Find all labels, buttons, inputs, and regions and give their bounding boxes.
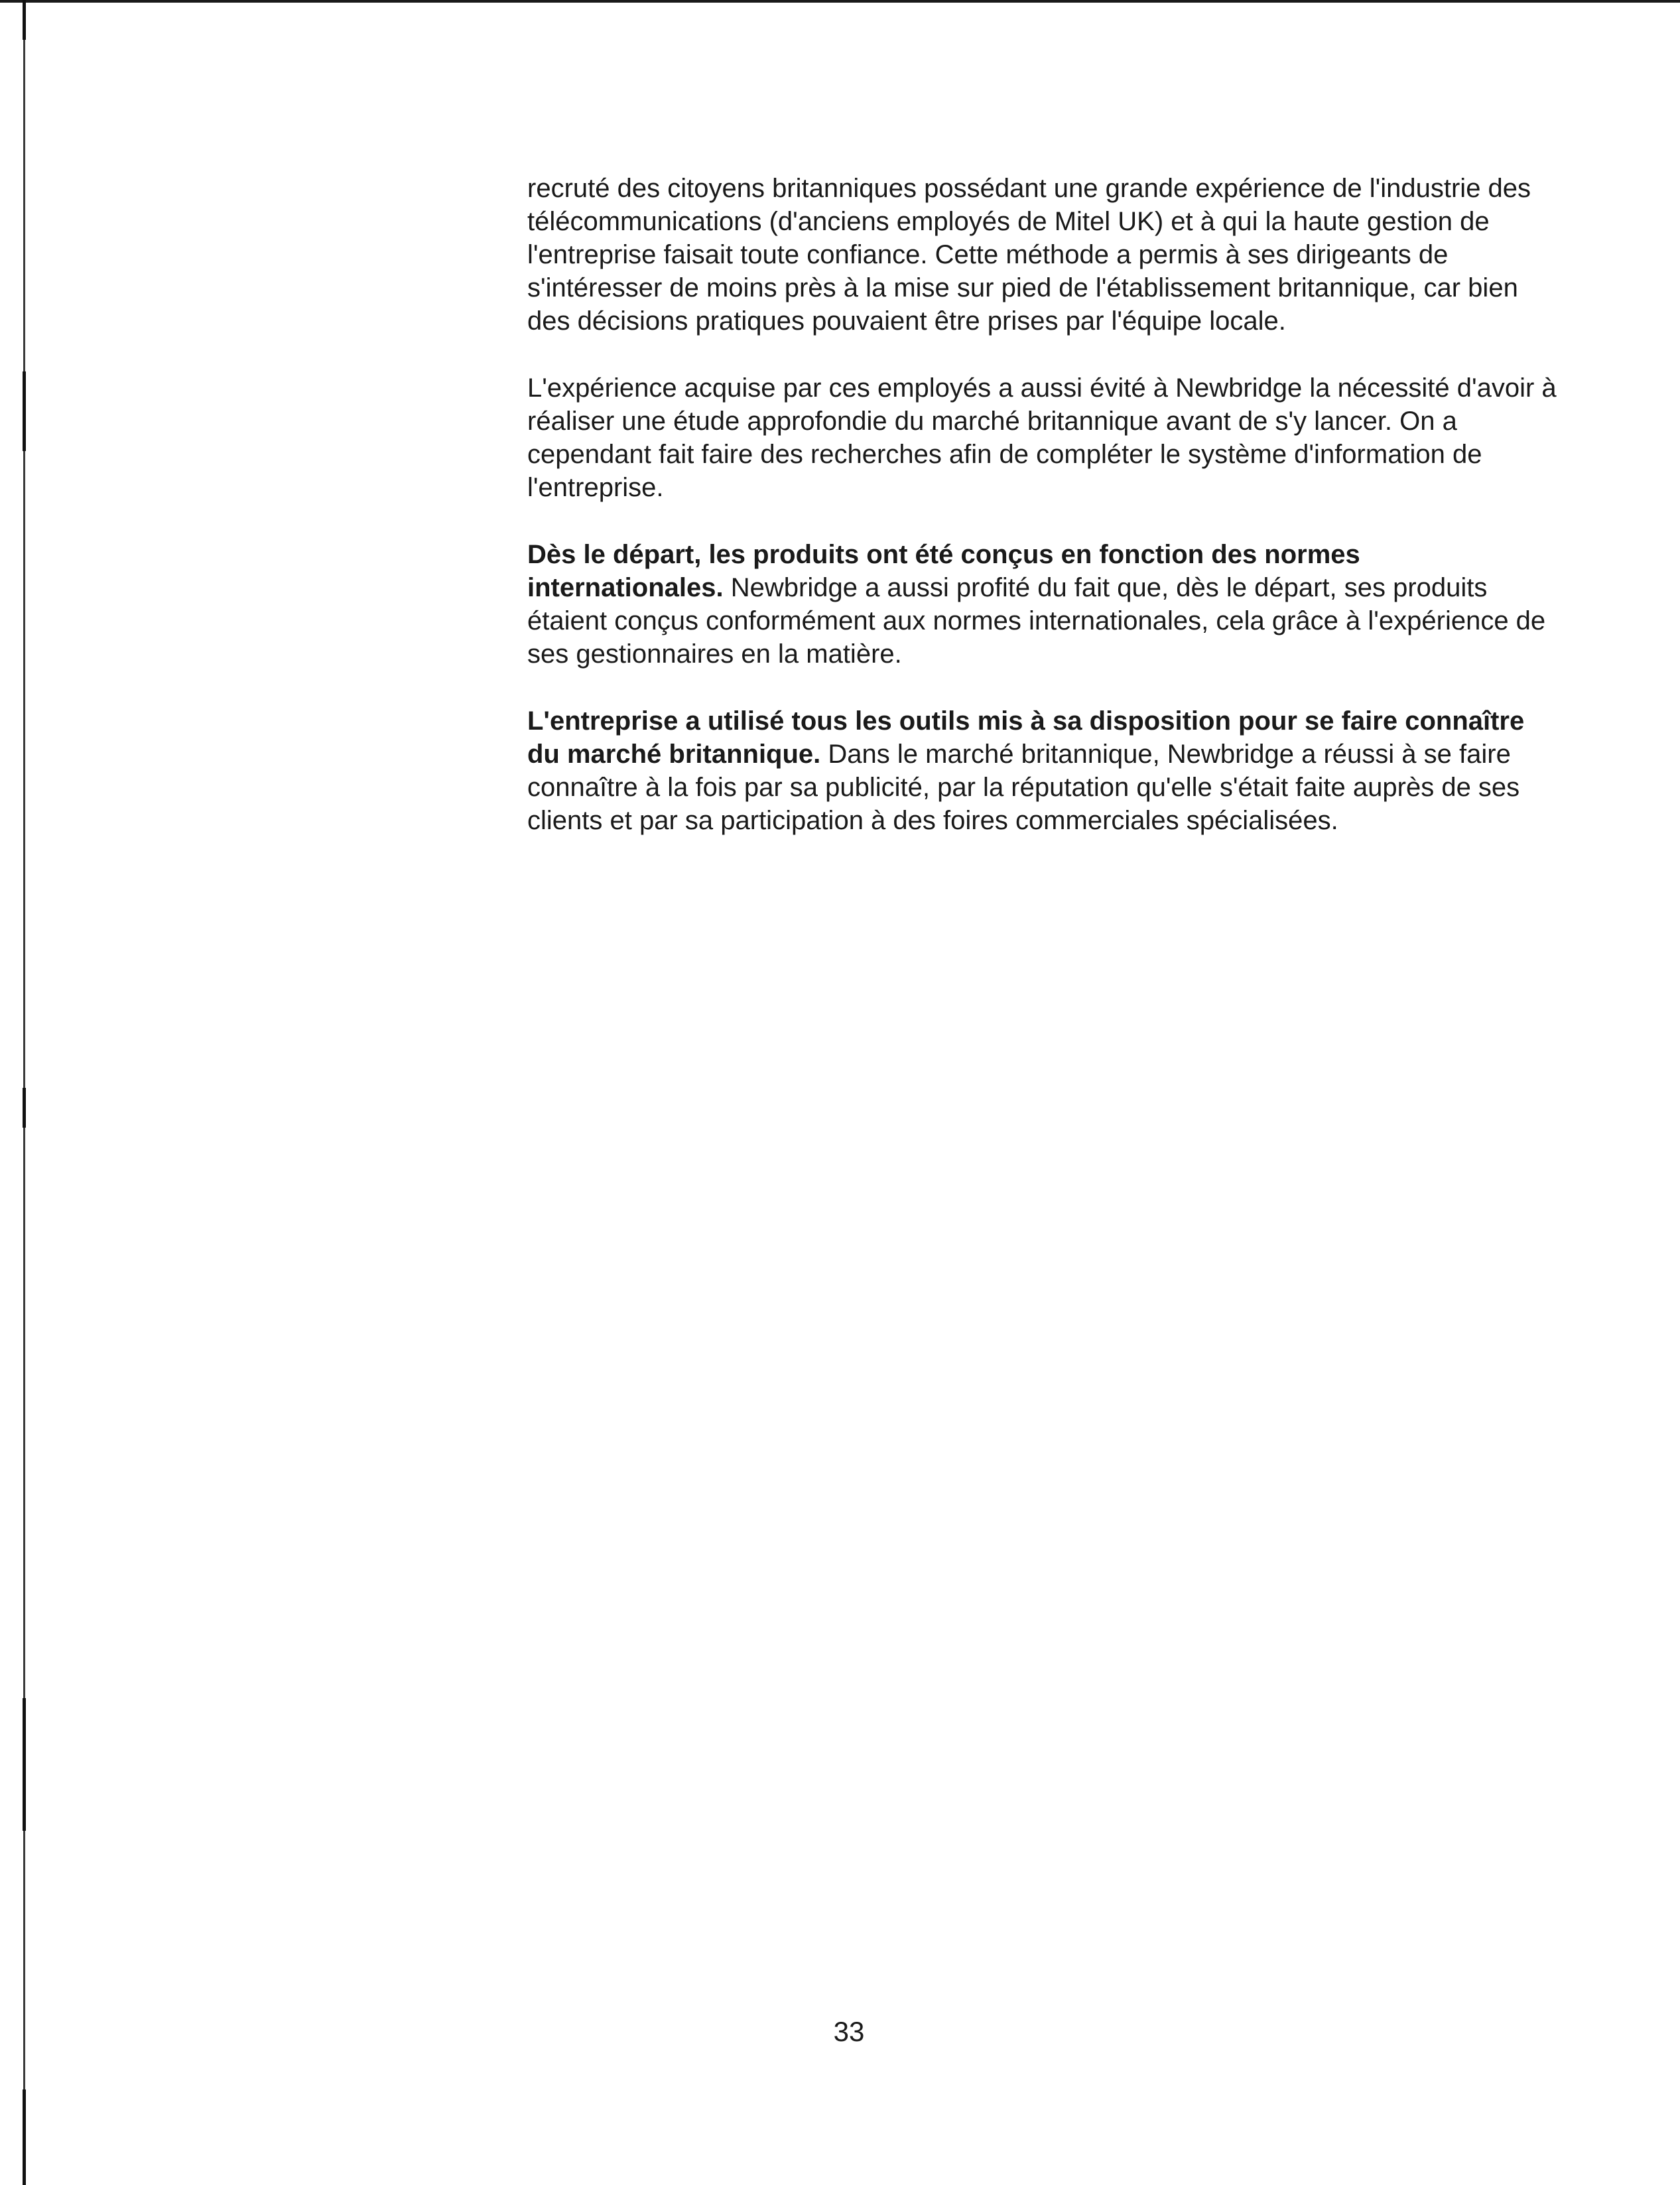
left-border-mark [23,2089,26,2185]
paragraph-1-text: recruté des citoyens britanniques possédant une grande expérience de l'industrie des télécommunications (d'anciens employés de Mitel UK) et à qui la haute gestion de l'entreprise faisait toute confiance. Cette méthode a permis à ses dirigeants de s'intéresser de moins près à la mise sur pied de l'établissement britannique, car bien des décisions pratiques pouvaient être prises par l'équipe locale. [527,174,1531,336]
paragraph-3-text: Newbridge a aussi profité du fait que, dès le départ, ses produits étaient conçus conformément aux normes internationales, cela grâce à l'expérience de ses gestionnaires en la matière. [527,573,1546,669]
page-number: 33 [833,2016,865,2047]
paragraph-1 [527,172,1562,338]
left-border-mark [23,1088,26,1128]
paragraph-4-heading: L'entreprise a utilisé tous les outils mis à sa disposition pour se faire connaître du marché britannique. [527,706,1525,769]
paragraph-3-heading: Dès le départ, les produits ont été conçus en fonction des normes internationales. [527,540,1360,602]
left-border-mark [23,0,26,40]
paragraph-2 [527,371,1562,504]
paragraph-4 [527,704,1562,837]
paragraph-2-text: L'expérience acquise par ces employés a aussi évité à Newbridge la nécessité d'avoir à réaliser une étude approfondie du marché britannique avant de s'y lancer. On a cependant fait faire des recherches afin de compléter le système d'information de l'entreprise. [527,373,1557,502]
left-border-mark [23,1698,26,1831]
left-border-mark [23,371,26,451]
paragraph-3 [527,538,1562,671]
document-body [527,172,1562,871]
paragraph-4-text: Dans le marché britannique, Newbridge a réussi à se faire connaître à la fois par sa publicité, par la réputation qu'elle s'était faite auprès de ses clients et par sa participation à des foires commerciales spécialisées. [527,740,1520,835]
top-border-rule [0,0,1680,3]
